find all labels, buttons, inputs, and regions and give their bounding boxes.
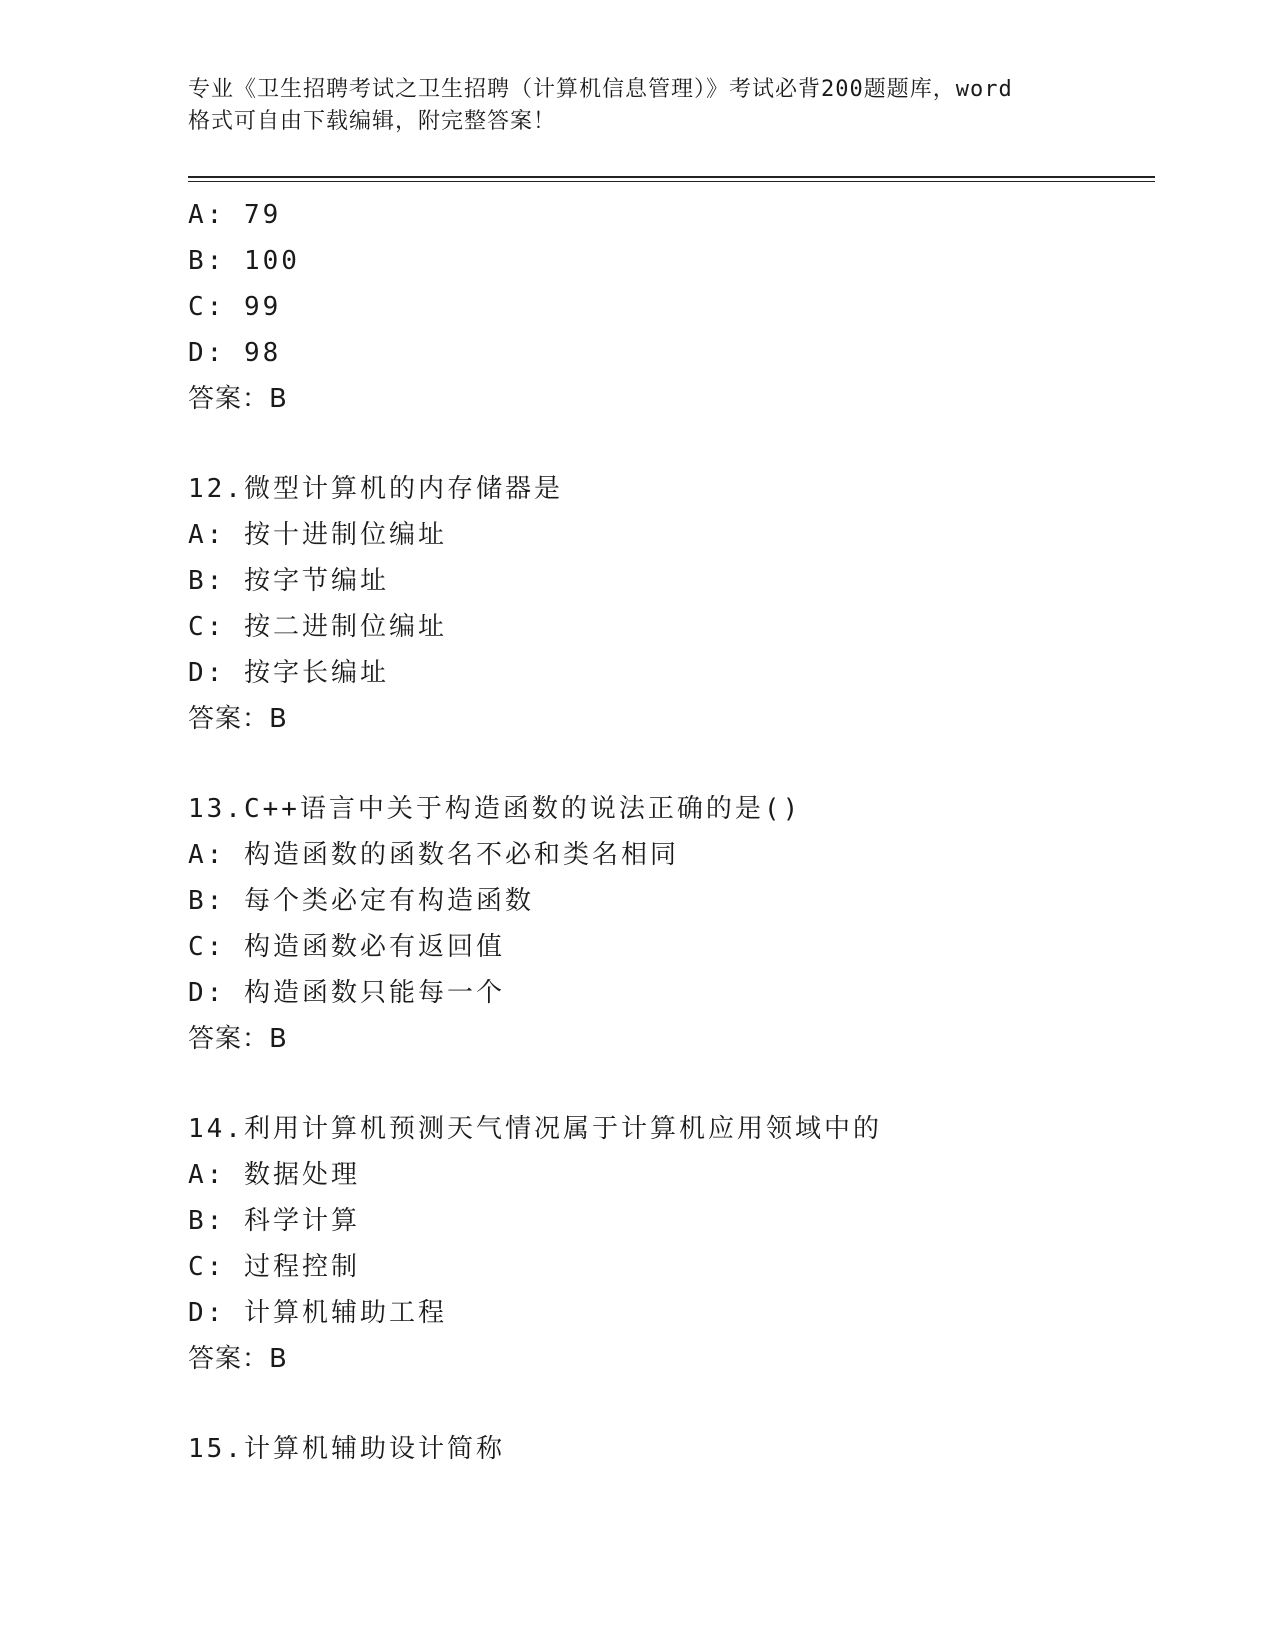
option-d: D: 计算机辅助工程: [188, 1298, 447, 1328]
question-title: 12.微型计算机的内存储器是: [188, 474, 563, 504]
option-b: B: 按字节编址: [188, 566, 389, 596]
question-title: 14.利用计算机预测天气情况属于计算机应用领域中的: [188, 1114, 882, 1144]
answer-line: 答案：B: [188, 1024, 288, 1054]
option-b: B: 每个类必定有构造函数: [188, 886, 534, 916]
question-block-15: [188, 1426, 1155, 1472]
option-a: A: 79: [188, 200, 282, 230]
option-c: C: 按二进制位编址: [188, 612, 447, 642]
option-b: B: 100: [188, 246, 300, 276]
question-title: 15.计算机辅助设计简称: [188, 1434, 505, 1464]
document-header: [188, 74, 1088, 138]
answer-line: 答案：B: [188, 384, 288, 414]
option-d: D: 构造函数只能每一个: [188, 978, 505, 1008]
question-title: 13.C++语言中关于构造函数的说法正确的是(): [188, 794, 802, 824]
option-a: A: 数据处理: [188, 1160, 360, 1190]
option-a: A: 按十进制位编址: [188, 520, 447, 550]
option-d: D: 按字长编址: [188, 658, 389, 688]
header-line-1: 专业《卫生招聘考试之卫生招聘（计算机信息管理）》考试必背200题题库，word: [188, 77, 1013, 102]
answer-line: 答案：B: [188, 1344, 288, 1374]
question-block-13: [188, 786, 1155, 1062]
option-a: A: 构造函数的函数名不必和类名相同: [188, 840, 679, 870]
header-line-2: 格式可自由下载编辑，附完整答案！: [188, 109, 557, 134]
option-b: B: 科学计算: [188, 1206, 360, 1236]
answer-line: 答案：B: [188, 704, 288, 734]
question-block-14: [188, 1106, 1155, 1382]
option-c: C: 99: [188, 292, 282, 322]
question-list: [188, 192, 1155, 1472]
question-block-12: [188, 466, 1155, 742]
option-c: C: 构造函数必有返回值: [188, 932, 505, 962]
option-d: D: 98: [188, 338, 282, 368]
question-block-11: [188, 192, 1155, 422]
header-divider: [188, 176, 1155, 182]
option-c: C: 过程控制: [188, 1252, 360, 1282]
